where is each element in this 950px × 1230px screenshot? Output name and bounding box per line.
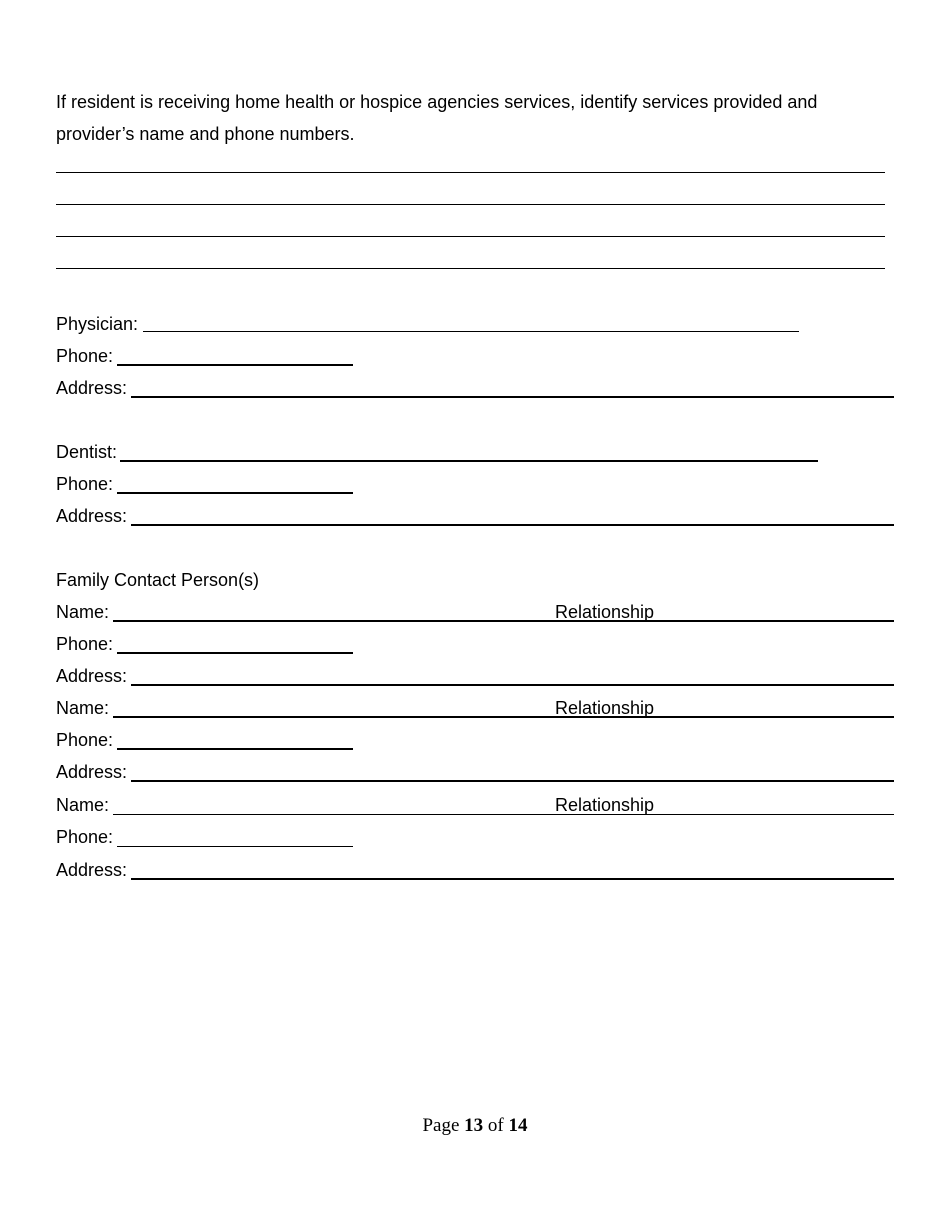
contact-3-name-field[interactable]: [113, 814, 894, 815]
contact-3-phone-label: Phone:: [56, 827, 114, 847]
contact-1-phone-field[interactable]: [117, 652, 353, 654]
physician-address-field[interactable]: [131, 396, 894, 398]
contact-1-address-label: Address:: [56, 666, 128, 686]
physician-phone-field[interactable]: [117, 364, 353, 366]
contact-3-phone-field[interactable]: [117, 846, 353, 847]
intro-line-2: provider’s name and phone numbers.: [56, 124, 355, 144]
contact-3-address-field[interactable]: [131, 878, 894, 880]
contact-1-name-field[interactable]: [113, 620, 894, 622]
dentist-label: Dentist:: [56, 442, 118, 462]
page-footer: [0, 1115, 950, 1137]
contact-2-address-field[interactable]: [131, 780, 894, 782]
contact-1-phone-label: Phone:: [56, 634, 114, 654]
page-separator: of: [487, 1115, 504, 1136]
contact-2-address-label: Address:: [56, 762, 128, 782]
contact-2-name-field[interactable]: [113, 716, 894, 718]
answer-line-2[interactable]: [56, 204, 885, 205]
contact-3-address-label: Address:: [56, 860, 128, 880]
answer-line-4[interactable]: [56, 268, 885, 269]
contact-3-name-label: Name:: [56, 795, 110, 815]
dentist-address-field[interactable]: [131, 524, 894, 526]
contact-2-relationship-label: Relationship: [555, 698, 655, 718]
intro-paragraph: [56, 86, 876, 150]
physician-address-label: Address:: [56, 378, 128, 398]
dentist-phone-field[interactable]: [117, 492, 353, 494]
contact-2-phone-field[interactable]: [117, 748, 353, 750]
dentist-phone-label: Phone:: [56, 474, 114, 494]
dentist-address-label: Address:: [56, 506, 128, 526]
contact-2-name-label: Name:: [56, 698, 110, 718]
dentist-name-field[interactable]: [120, 460, 818, 462]
contact-1-address-field[interactable]: [131, 684, 894, 686]
total-pages-number: 14: [508, 1115, 528, 1136]
contact-3-relationship-label: Relationship: [555, 795, 655, 815]
contact-2-phone-label: Phone:: [56, 730, 114, 750]
physician-name-field[interactable]: [143, 331, 799, 332]
current-page-number: 13: [464, 1115, 484, 1136]
answer-line-3[interactable]: [56, 236, 885, 237]
intro-line-1: If resident is receiving home health or hospice agencies services, identify services provided and: [56, 92, 818, 112]
contact-1-relationship-label: Relationship: [555, 602, 655, 622]
page-prefix: Page: [422, 1115, 460, 1136]
family-contact-title: Family Contact Person(s): [56, 570, 260, 590]
contact-1-name-label: Name:: [56, 602, 110, 622]
physician-label: Physician:: [56, 314, 139, 334]
answer-line-1[interactable]: [56, 172, 885, 173]
physician-phone-label: Phone:: [56, 346, 114, 366]
